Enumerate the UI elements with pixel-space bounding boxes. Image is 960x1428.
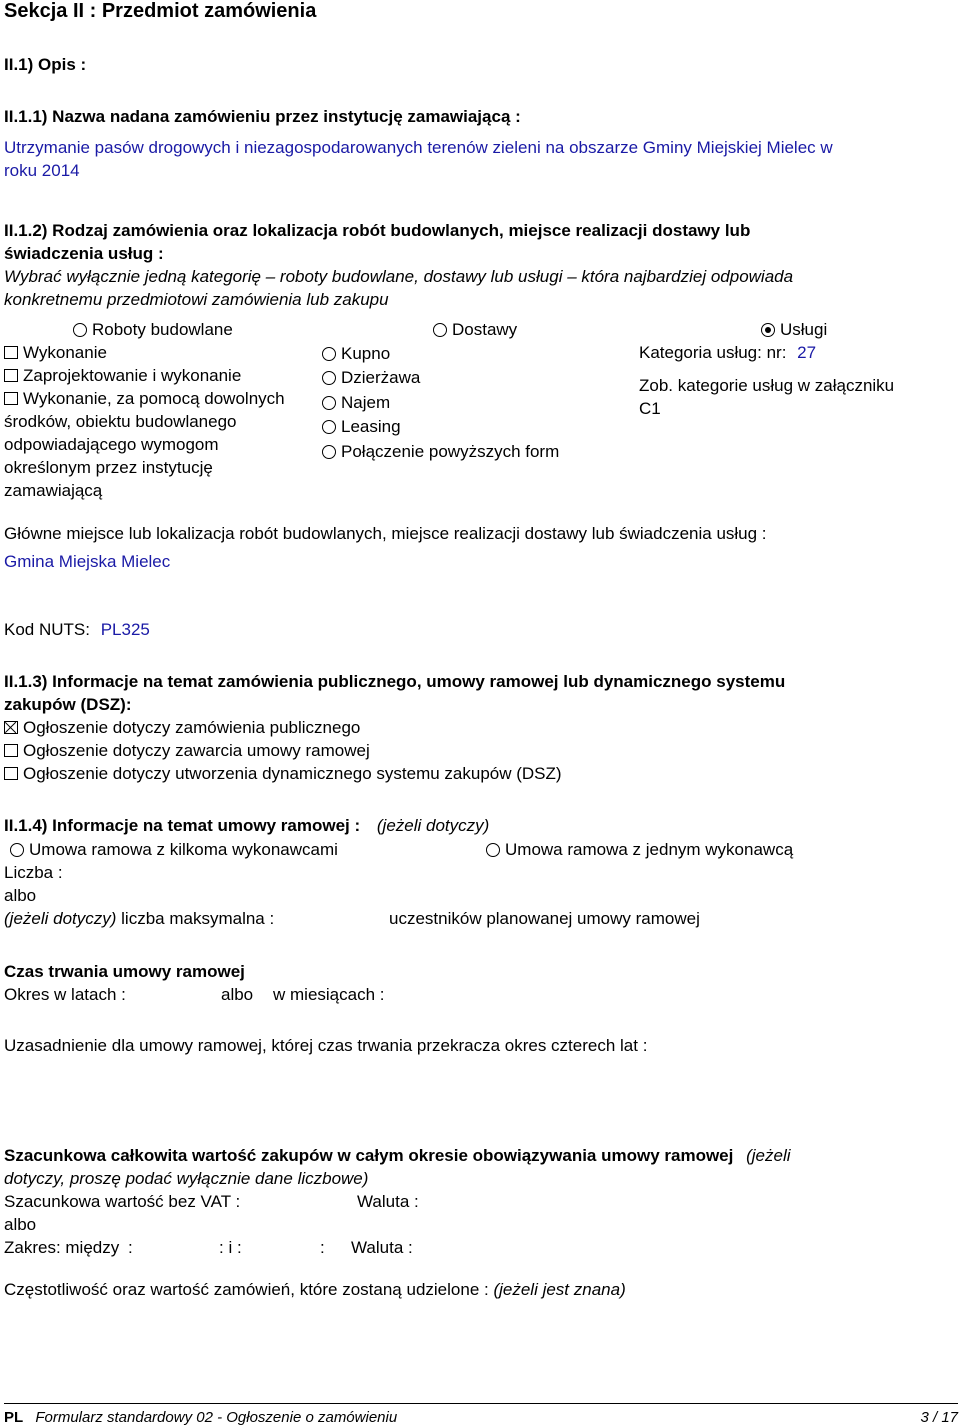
option-label: Ogłoszenie dotyczy utworzenia dynamicznego systemu zakupów (DSZ) — [23, 764, 562, 783]
category-works-label: Roboty budowlane — [92, 320, 233, 339]
services-category-label: Kategoria usług: nr: — [639, 343, 787, 362]
value-label: Szacunkowa wartość bez VAT : — [4, 1192, 241, 1211]
range-and: : i : — [219, 1238, 242, 1257]
checkbox-icon — [4, 767, 18, 780]
supply-option-rental[interactable] — [322, 393, 390, 413]
works-option-execution[interactable] — [4, 343, 107, 363]
checkbox-icon — [4, 744, 18, 757]
total-heading-text: Szacunkowa całkowita wartość zakupów w całym okresie obowiązywania umowy ramowej — [4, 1146, 734, 1165]
total-value-heading — [4, 1146, 791, 1166]
services-note-line1: Zob. kategorie usług w załączniku — [639, 376, 895, 395]
footer-page: 3 / 17 — [920, 1409, 958, 1426]
category-services-label: Usługi — [780, 320, 828, 339]
s113-heading-line2: zakupów (DSZ): — [4, 695, 132, 714]
s112-instruction-line1: Wybrać wyłącznie jedną kategorię – roboty budowlane, dostawy lub usługi – która najbardziej odpowiada — [4, 267, 794, 286]
nuts-value: PL325 — [100, 620, 150, 639]
currency-label: Waluta : — [357, 1192, 419, 1211]
supply-option-label: Najem — [341, 393, 391, 412]
supply-option-leasing[interactable] — [322, 417, 401, 437]
checkbox-checked-icon — [4, 721, 18, 734]
max-note: (jeżeli dotyczy) — [4, 909, 117, 928]
works-option-label: Wykonanie — [23, 343, 107, 362]
nuts-code — [4, 620, 150, 640]
albo-text: albo — [4, 1215, 37, 1234]
radio-icon — [73, 323, 87, 337]
months-label: w miesiącach : — [273, 985, 385, 1004]
services-category-value: 27 — [797, 343, 817, 362]
option-label: Umowa ramowa z kilkoma wykonawcami — [29, 840, 338, 859]
years-label: Okres w latach : — [4, 985, 126, 1004]
category-supplies[interactable] — [433, 320, 517, 340]
supply-option-label: Dzierżawa — [341, 368, 421, 387]
works-option-label: Zaprojektowanie i wykonanie — [23, 366, 242, 385]
radio-icon — [322, 420, 336, 434]
framework-many-operators[interactable] — [10, 840, 338, 860]
notice-dps[interactable] — [4, 764, 562, 784]
justification-label: Uzasadnienie dla umowy ramowej, której czas trwania przekracza okres czterech lat : — [4, 1036, 648, 1055]
max-label: liczba maksymalna : — [121, 909, 275, 928]
s113-heading-line1: II.1.3) Informacje na temat zamówienia publicznego, umowy ramowej lub dynamicznego systemu — [4, 672, 786, 691]
works-option-text: określonym przez instytucję — [4, 458, 213, 477]
range-colon: : — [320, 1238, 325, 1257]
checkbox-icon — [4, 392, 18, 405]
participants-label: uczestników planowanej umowy ramowej — [389, 909, 700, 928]
radio-icon — [322, 371, 336, 385]
s112-heading-line2: świadczenia usług : — [4, 244, 164, 263]
location-value: Gmina Miejska Mielec — [4, 552, 171, 571]
s114-heading-text: II.1.4) Informacje na temat umowy ramowej : — [4, 816, 361, 835]
works-option-design-execution[interactable] — [4, 366, 241, 386]
radio-icon — [10, 843, 24, 857]
frequency-line — [4, 1280, 626, 1300]
framework-single-operator[interactable] — [486, 840, 793, 860]
supply-option-lease[interactable] — [322, 368, 420, 388]
category-supplies-label: Dostawy — [452, 320, 518, 339]
radio-selected-icon — [761, 323, 775, 337]
supply-option-combination[interactable] — [322, 442, 559, 462]
works-option-label: Wykonanie, za pomocą dowolnych — [23, 389, 285, 408]
radio-icon — [322, 445, 336, 459]
footer-lang: PL — [4, 1409, 24, 1426]
services-category — [639, 343, 816, 363]
liczba-label: Liczba : — [4, 863, 63, 882]
frequency-note: (jeżeli jest znana) — [493, 1280, 626, 1299]
category-works[interactable] — [73, 320, 233, 340]
contract-name-line2: roku 2014 — [4, 161, 80, 180]
works-option-any-means[interactable] — [4, 389, 285, 409]
supply-option-purchase[interactable] — [322, 344, 390, 364]
s112-instruction-line2: konkretnemu przedmiotowi zamówienia lub zakupu — [4, 290, 389, 309]
total-note-a: (jeżeli — [746, 1146, 791, 1165]
checkbox-icon — [4, 369, 18, 382]
works-option-text: zamawiającą — [4, 481, 103, 500]
checkbox-icon — [4, 346, 18, 359]
albo-text: albo — [4, 886, 37, 905]
radio-icon — [322, 396, 336, 410]
radio-icon — [433, 323, 447, 337]
footer-form-name: Formularz standardowy 02 - Ogłoszenie o zamówieniu — [35, 1409, 398, 1426]
footer-rule — [4, 1403, 958, 1404]
albo-text: albo — [221, 985, 254, 1004]
frequency-label: Częstotliwość oraz wartość zamówień, które zostaną udzielone : — [4, 1280, 489, 1299]
supply-option-label: Kupno — [341, 344, 391, 363]
works-option-text: środków, obiektu budowlanego — [4, 412, 237, 431]
currency-label-2: Waluta : — [351, 1238, 413, 1257]
range-colon: : — [127, 1238, 133, 1257]
radio-icon — [486, 843, 500, 857]
notice-framework[interactable] — [4, 741, 370, 761]
s111-heading: II.1.1) Nazwa nadana zamówieniu przez instytucję zamawiającą : — [4, 107, 521, 126]
nuts-label: Kod NUTS: — [4, 620, 90, 639]
section-title: Sekcja II : Przedmiot zamówienia — [4, 0, 317, 22]
opis-heading: II.1) Opis : — [4, 55, 87, 74]
category-services[interactable] — [761, 320, 827, 340]
contract-name-line1: Utrzymanie pasów drogowych i niezagospodarowanych terenów zieleni na obszarze Gminy Miejskiej Mielec w — [4, 138, 833, 157]
supply-option-label: Połączenie powyższych form — [341, 442, 560, 461]
location-label: Główne miejsce lub lokalizacja robót budowlanych, miejsce realizacji dostawy lub świadczenia usług : — [4, 524, 767, 543]
total-note-b: dotyczy, proszę podać wyłącznie dane liczbowe) — [4, 1169, 369, 1188]
s114-heading — [4, 816, 489, 836]
footer-form — [4, 1408, 397, 1428]
max-number — [4, 909, 274, 929]
range-label — [4, 1238, 133, 1258]
services-note-line2: C1 — [639, 399, 661, 418]
notice-public-contract[interactable] — [4, 718, 360, 738]
option-label: Ogłoszenie dotyczy zamówienia publicznego — [23, 718, 361, 737]
supply-option-label: Leasing — [341, 417, 401, 436]
works-option-text: odpowiadającego wymogom — [4, 435, 219, 454]
s112-heading-line1: II.1.2) Rodzaj zamówienia oraz lokalizacja robót budowlanych, miejsce realizacji dostawy lub — [4, 221, 751, 240]
duration-heading: Czas trwania umowy ramowej — [4, 962, 245, 981]
s114-heading-note: (jeżeli dotyczy) — [376, 816, 490, 835]
radio-icon — [322, 347, 336, 361]
range-label-text: Zakres: między — [4, 1238, 120, 1257]
option-label: Ogłoszenie dotyczy zawarcia umowy ramowej — [23, 741, 370, 760]
option-label: Umowa ramowa z jednym wykonawcą — [505, 840, 794, 859]
